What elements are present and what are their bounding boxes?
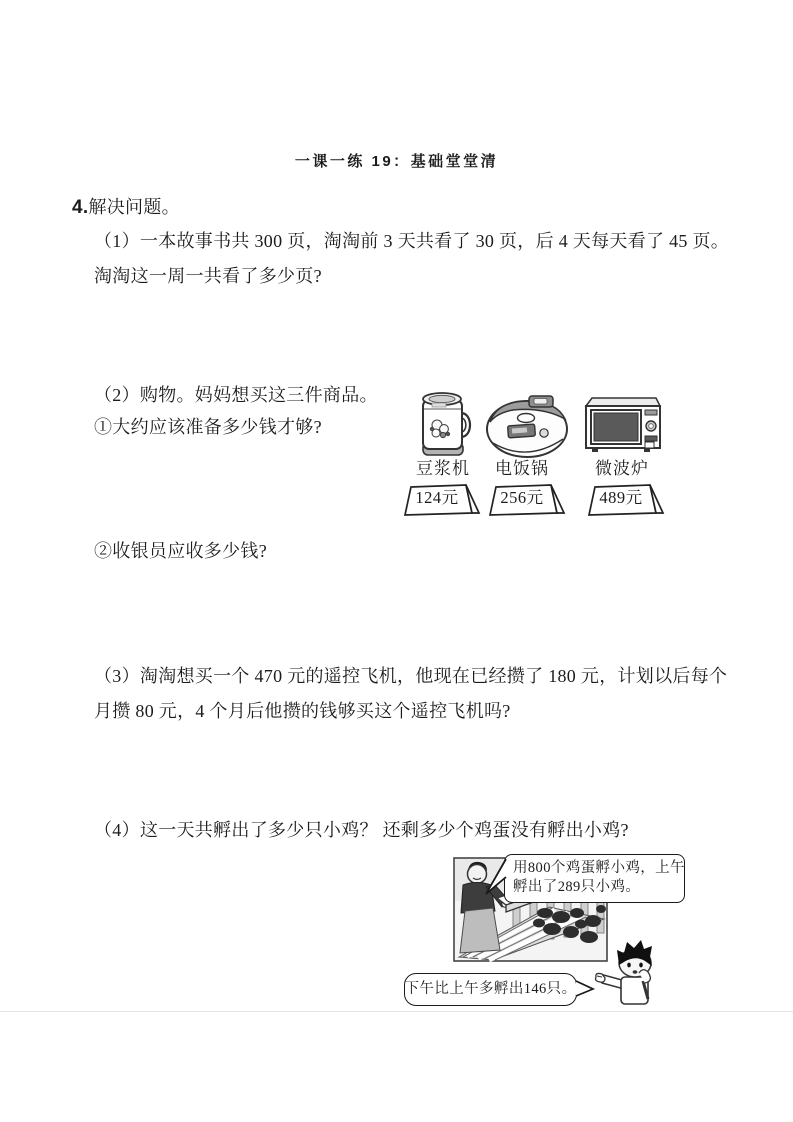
part3-line1: （3）淘淘想买一个 470 元的遥控飞机，他现在已经攒了 180 元，计划以后每个 <box>94 666 728 686</box>
product-name-ricecooker: 电饭锅 <box>495 459 549 478</box>
farmer-speech-line2: 孵出了289只小鸡。 <box>513 879 641 895</box>
part4-line1: （4）这一天共孵出了多少只小鸡？ 还剩多少个鸡蛋没有孵出小鸡? <box>94 820 629 840</box>
part2-sub1: ①大约应该准备多少钱才够? <box>94 417 322 437</box>
problem-heading-text: 解决问题。 <box>88 197 180 217</box>
microwave-icon <box>581 395 665 457</box>
boy-illustration <box>593 937 675 1009</box>
boy-bubble-tail <box>574 979 596 999</box>
soymilk-maker-icon <box>415 387 473 459</box>
problem-number: 4. <box>72 197 89 218</box>
farmer-speech-line1: 用800个鸡蛋孵小鸡，上午 <box>513 860 685 876</box>
boy-speech-text: 下午比上午多孵出146只。 <box>404 981 577 998</box>
page-title: 一课一练 19：基础堂堂清 <box>294 153 499 170</box>
price-tag-soymilk <box>402 484 482 517</box>
price-soymilk: 124元 <box>415 488 459 507</box>
farmer-bubble-tail <box>482 856 508 898</box>
rice-cooker-icon <box>481 391 573 463</box>
page-edge-line <box>0 1011 793 1012</box>
part2-intro: （2）购物。妈妈想买这三件商品。 <box>94 385 378 405</box>
product-name-soymilk: 豆浆机 <box>416 459 470 478</box>
price-tag-microwave <box>586 484 666 517</box>
farmer-speech-bubble <box>504 854 685 903</box>
price-ricecooker: 256元 <box>500 488 544 507</box>
part1-line1: （1）一本故事书共 300 页，淘淘前 3 天共看了 30 页，后 4 天每天看了 45 页。 <box>94 231 730 251</box>
problem-4-heading <box>72 197 180 219</box>
part1-line2: 淘淘这一周一共看了多少页? <box>94 266 322 286</box>
boy-speech-bubble <box>404 973 577 1006</box>
product-name-microwave: 微波炉 <box>595 459 649 478</box>
part3-line2: 月攒 80 元，4 个月后他攒的钱够买这个遥控飞机吗? <box>94 701 511 721</box>
part2-sub2: ②收银员应收多少钱? <box>94 541 267 561</box>
price-tag-ricecooker <box>487 484 567 517</box>
price-microwave: 489元 <box>599 488 643 507</box>
